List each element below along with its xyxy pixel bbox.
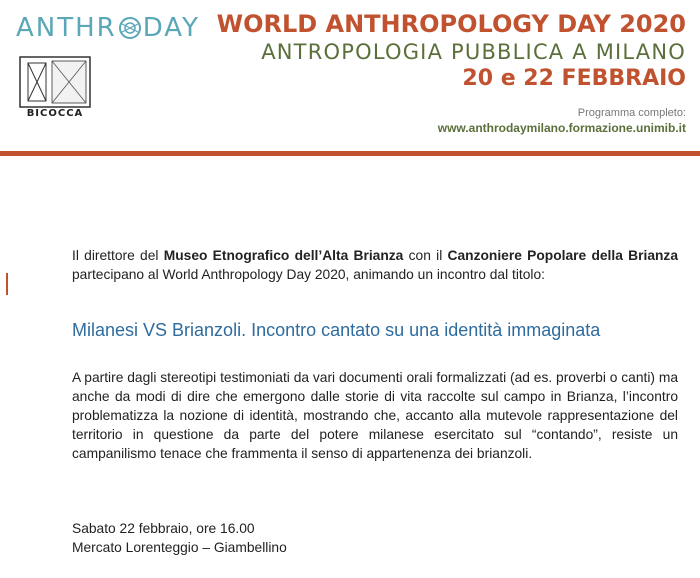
globe-icon xyxy=(118,16,142,40)
intro-paragraph xyxy=(72,246,678,284)
program-label: Programma completo: xyxy=(577,107,686,119)
page-header xyxy=(0,0,700,158)
university-caption: BICOCCA xyxy=(26,108,84,119)
event-location: Mercato Lorenteggio – Giambellino xyxy=(72,540,287,555)
talk-title: Milanesi VS Brianzoli. Incontro cantato su una identità immaginata xyxy=(72,320,601,340)
event-subtitle: ANTROPOLOGIA PUBBLICA A MILANO xyxy=(261,40,686,64)
event-title: WORLD ANTHROPOLOGY DAY 2020 xyxy=(216,10,686,38)
description-paragraph: A partire dagli stereotipi testimoniati da vari documenti orali formalizzati (ad es. proverbi o canti) ma anche da modi di dire che emergono dalle storie di vita raccolte sul campo in Brianza, l’incontro problematizza la nozione di identità, mostrando che, accanto alla mutevole rappresentazione del territorio in questione da parte del potere milanese esercitato sul “contando”, resiste un campanilismo tenace che frammenta il senso di appartenenza dei brianzoli. xyxy=(72,370,678,461)
program-url-link[interactable]: www.anthrodaymilano.formazione.unimib.it xyxy=(437,121,686,135)
intro-text-2: con il xyxy=(403,248,448,263)
logo-text-right: DAY xyxy=(142,13,200,43)
choir-name: Canzoniere Popolare della Brianza xyxy=(447,248,678,263)
intro-text-3: partecipano al World Anthropology Day 2020, animando un incontro dal titolo: xyxy=(72,267,545,282)
margin-mark xyxy=(6,273,8,295)
event-time: Sabato 22 febbraio, ore 16.00 xyxy=(72,521,255,536)
museum-name: Museo Etnografico dell’Alta Brianza xyxy=(163,248,404,263)
logo-text-left: ANTHR xyxy=(16,13,117,43)
header-divider xyxy=(0,151,700,156)
anthroday-logo xyxy=(16,12,200,44)
event-dates: 20 e 22 FEBBRAIO xyxy=(462,66,686,91)
intro-text-1: Il direttore del xyxy=(72,248,164,263)
